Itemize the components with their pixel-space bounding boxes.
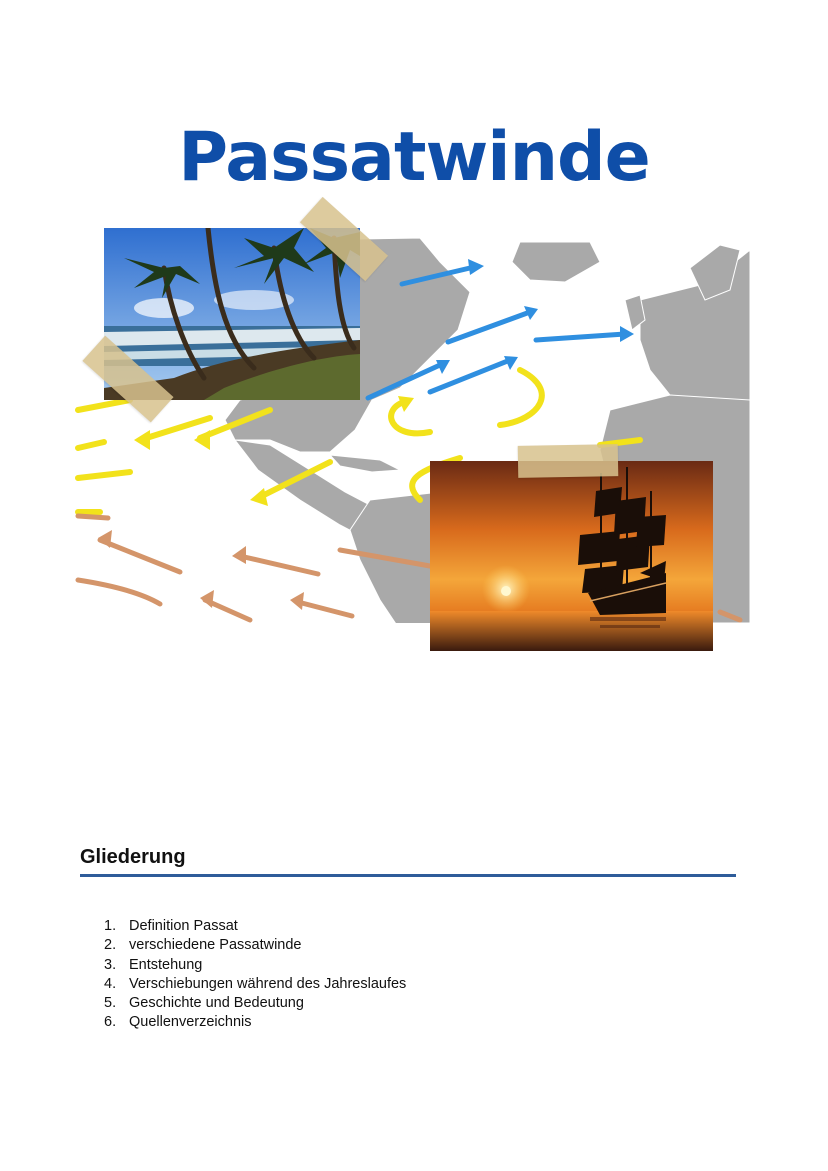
toc-divider — [80, 874, 736, 877]
toc-list — [104, 917, 406, 1033]
greenland-shape — [512, 242, 600, 282]
toc-item-number: 4. — [104, 975, 117, 992]
toc-item-number: 5. — [104, 995, 117, 1012]
sailing-ship-sunset-photo — [430, 461, 713, 651]
page-title: Passatwinde — [178, 118, 650, 197]
toc-item — [104, 994, 406, 1013]
toc-item-label: Entstehung — [129, 956, 203, 973]
toc-item-number: 1. — [104, 918, 117, 934]
toc-item-label: verschiedene Passatwinde — [129, 937, 302, 954]
toc-heading: Gliederung — [80, 846, 186, 868]
toc-item — [104, 956, 406, 975]
toc-item-label: Definition Passat — [129, 918, 238, 934]
toc-item-number: 3. — [104, 956, 117, 973]
toc-item-label: Verschiebungen während des Jahreslaufes — [129, 975, 407, 992]
toc-item — [104, 936, 406, 955]
toc-item-label: Quellenverzeichnis — [129, 1014, 252, 1031]
toc-item-number: 2. — [104, 937, 117, 954]
toc-item — [104, 975, 406, 994]
caribbean-shape — [330, 455, 400, 472]
toc-item-number: 6. — [104, 1014, 117, 1031]
toc-item — [104, 1013, 406, 1032]
toc-item — [104, 917, 406, 936]
tape-strip — [518, 444, 619, 478]
toc-item-label: Geschichte und Bedeutung — [129, 995, 304, 1012]
